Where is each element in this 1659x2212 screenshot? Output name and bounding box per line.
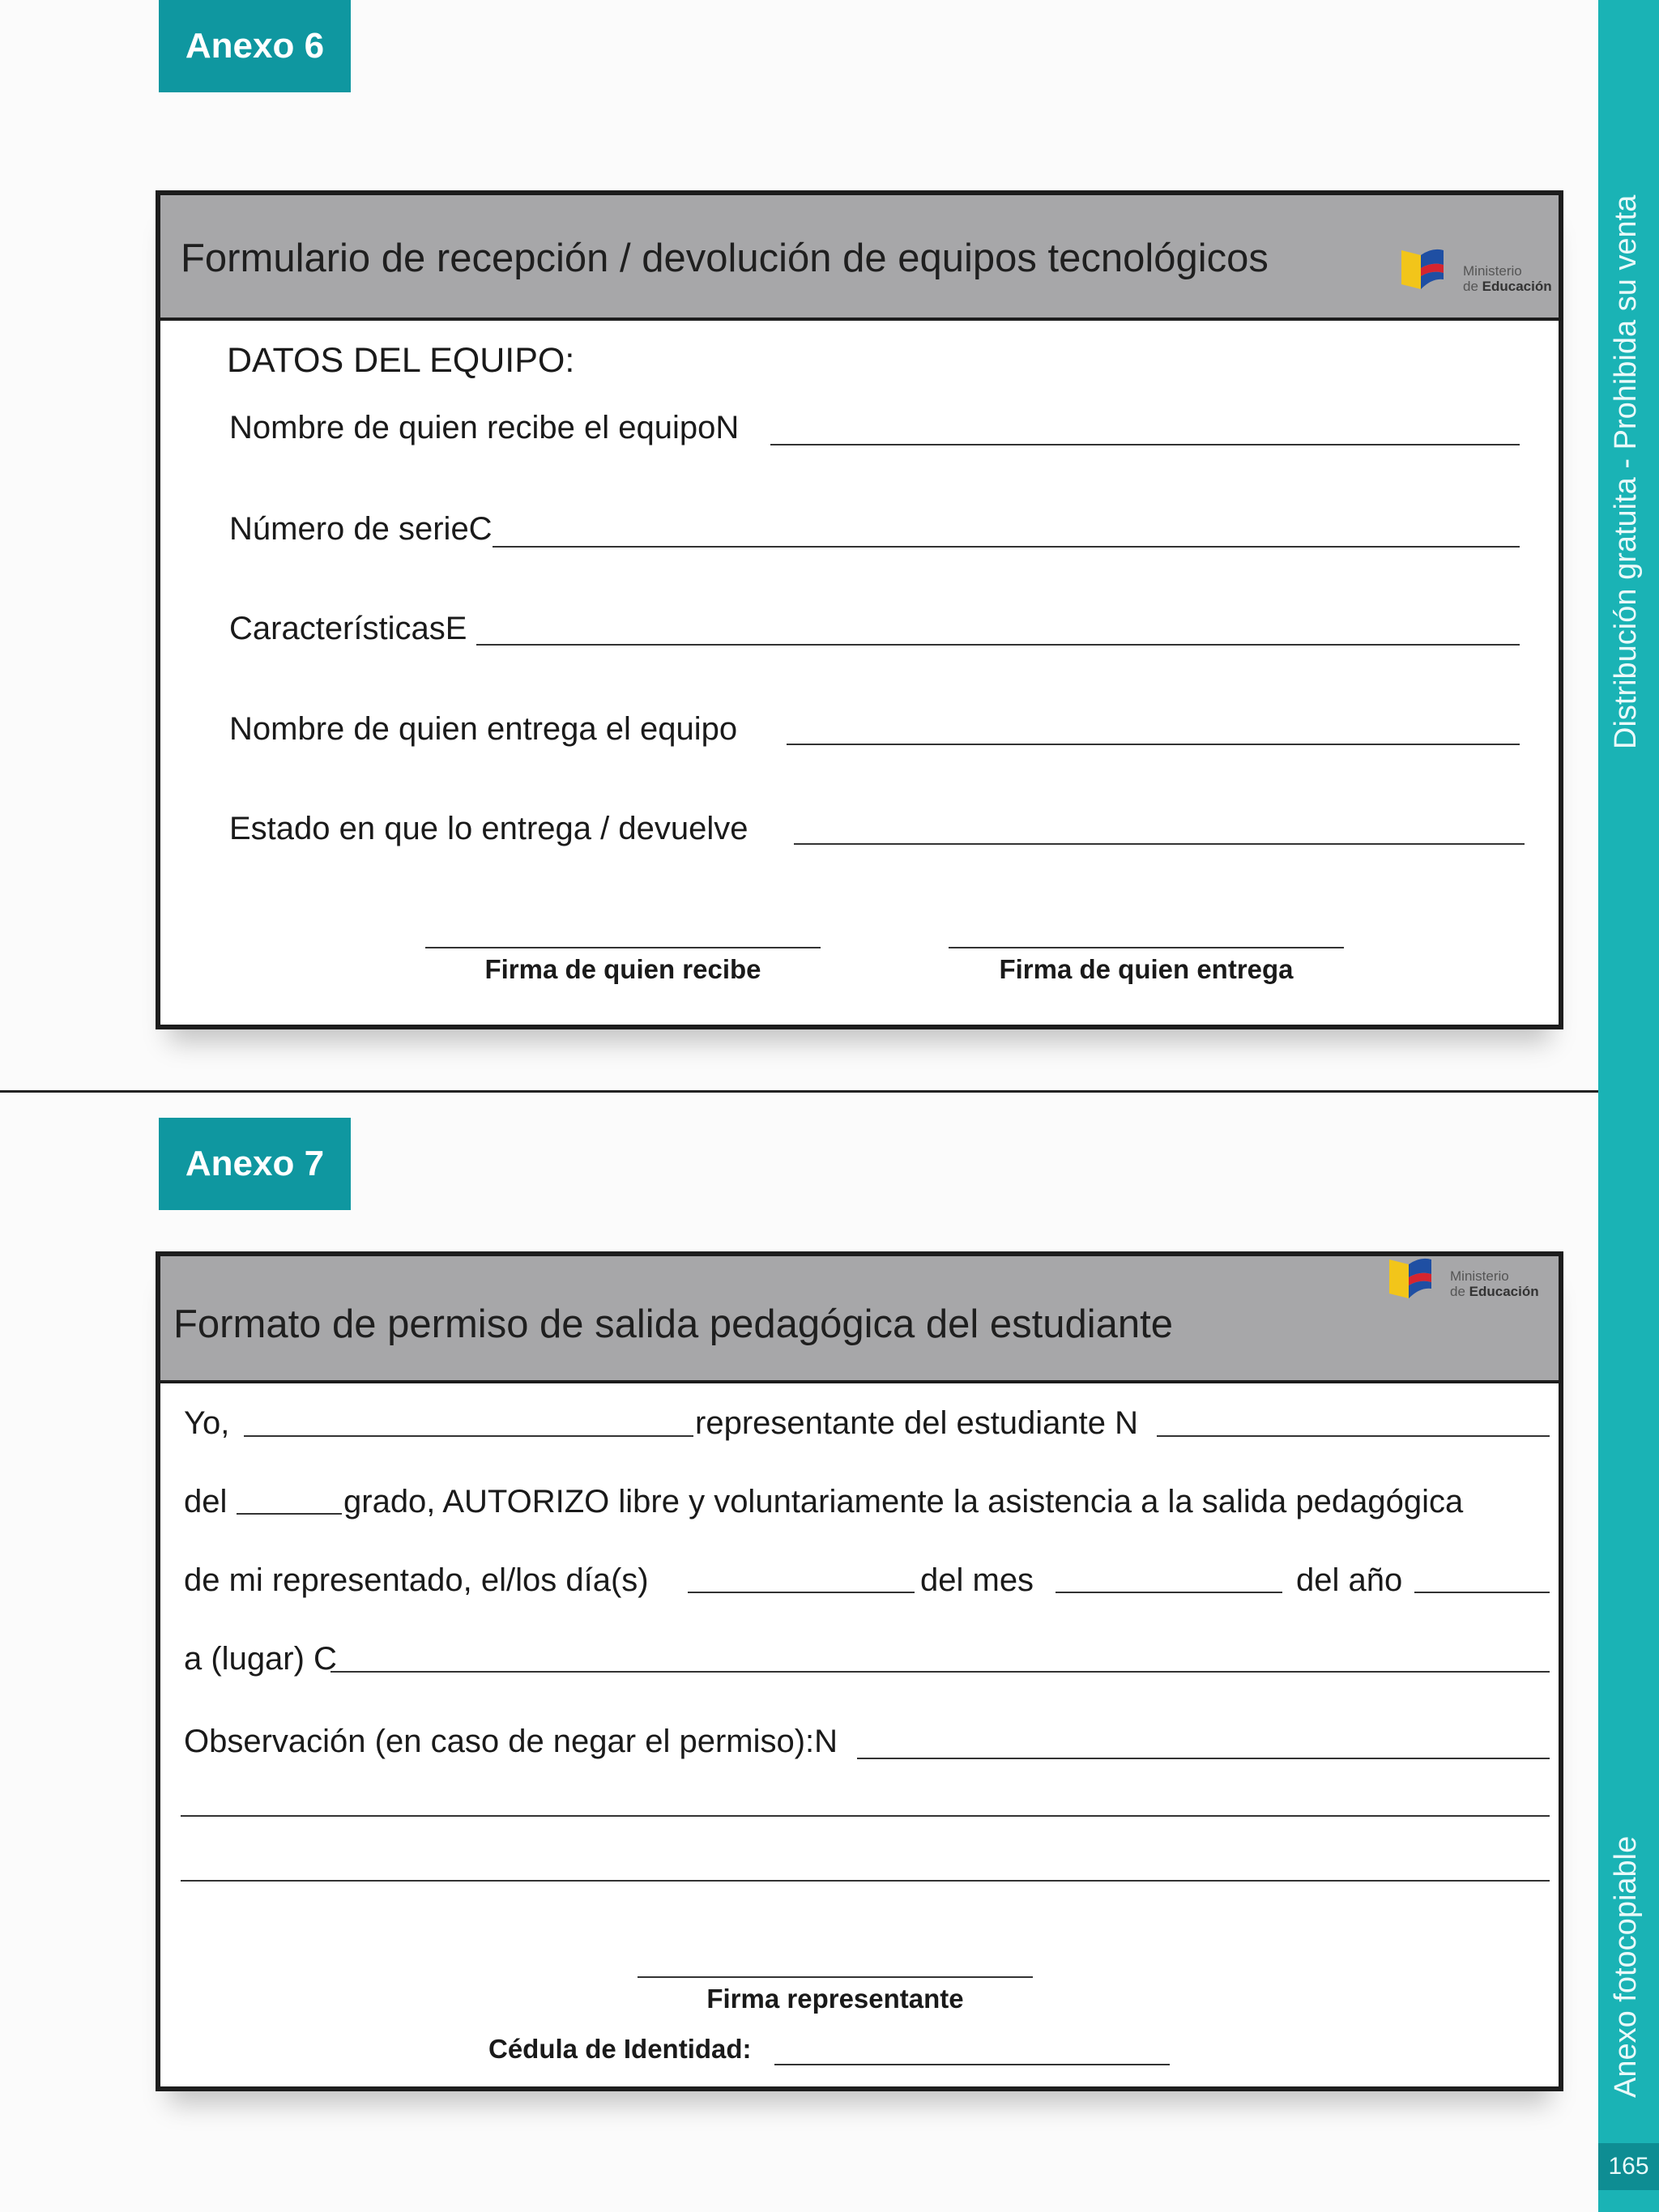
field-line-observation-3[interactable] [181,1880,1550,1882]
field-line-year[interactable] [1414,1592,1550,1593]
annex6-form-header [160,195,1559,321]
label-authorization: grado, AUTORIZO libre y voluntariamente la asistencia a la salida pedagógica [343,1484,1464,1519]
label-yo: Yo, [184,1405,230,1441]
field-line-id-card[interactable] [774,2064,1170,2065]
page-divider [0,1090,1598,1093]
ministry-logo-text: Ministerio de Educación [1450,1268,1539,1299]
annex7-form [156,1251,1563,2091]
field-line-month[interactable] [1056,1592,1282,1593]
page-number: 165 [1598,2143,1659,2190]
field-label-serial: Número de serieC [229,511,493,547]
field-line-grade[interactable] [237,1513,342,1515]
annex7-form-title: Formato de permiso de salida pedagógica del estudiante [173,1302,1173,1346]
signature-label-representative: Firma representante [706,1984,964,2014]
label-represented-days: de mi representado, el/los día(s) [184,1562,649,1598]
field-line-deliverer[interactable] [787,744,1520,745]
signature-label-receiver: Firma de quien recibe [484,954,761,984]
field-label-features: CaracterísticasE [229,611,467,646]
field-label-deliverer: Nombre de quien entrega el equipo [229,711,738,747]
field-line-serial[interactable] [493,546,1520,548]
annex7-tag: Anexo 7 [159,1118,351,1210]
signature-label-deliverer: Firma de quien entrega [999,954,1294,984]
ministry-logo-flag-icon [1400,244,1465,292]
field-line-days[interactable] [688,1592,915,1593]
label-year: del año [1296,1562,1403,1598]
annex7-form-header [160,1256,1559,1383]
field-line-condition[interactable] [794,843,1525,845]
field-label-receiver: Nombre de quien recibe el equipoN [229,410,740,445]
field-line-place[interactable] [331,1671,1550,1673]
label-representative-of-student: representante del estudiante N [695,1405,1139,1441]
annex6-form-title: Formulario de recepción / devolución de equipos tecnológicos [181,237,1269,280]
signature-line-representative[interactable] [638,1976,1033,1978]
ministry-logo-flag-icon [1388,1253,1452,1302]
annex6-tag: Anexo 6 [159,0,351,92]
label-month: del mes [920,1562,1034,1598]
label-observation: Observación (en caso de negar el permiso):N [184,1724,838,1759]
field-line-student-name[interactable] [1157,1435,1550,1437]
annex6-form [156,190,1563,1029]
field-line-representative-name[interactable] [244,1435,693,1437]
field-line-features[interactable] [476,644,1520,646]
field-line-observation[interactable] [857,1758,1550,1759]
field-line-observation-2[interactable] [181,1815,1550,1817]
side-text-distribution: Distribución gratuita - Prohibida su venta [1609,194,1643,749]
side-text-annex: Anexo fotocopiable [1609,1835,1643,2098]
label-place: a (lugar) C [184,1641,337,1677]
section-title-equipment: DATOS DEL EQUIPO: [227,341,575,380]
ministry-logo-text: Ministerio de Educación [1463,263,1552,294]
label-del: del [184,1484,228,1519]
label-id-card: Cédula de Identidad: [488,2034,752,2064]
field-line-receiver[interactable] [770,444,1520,445]
field-label-condition: Estado en que lo entrega / devuelve [229,811,748,846]
signature-line-deliverer[interactable] [949,947,1344,948]
signature-line-receiver[interactable] [425,947,821,948]
